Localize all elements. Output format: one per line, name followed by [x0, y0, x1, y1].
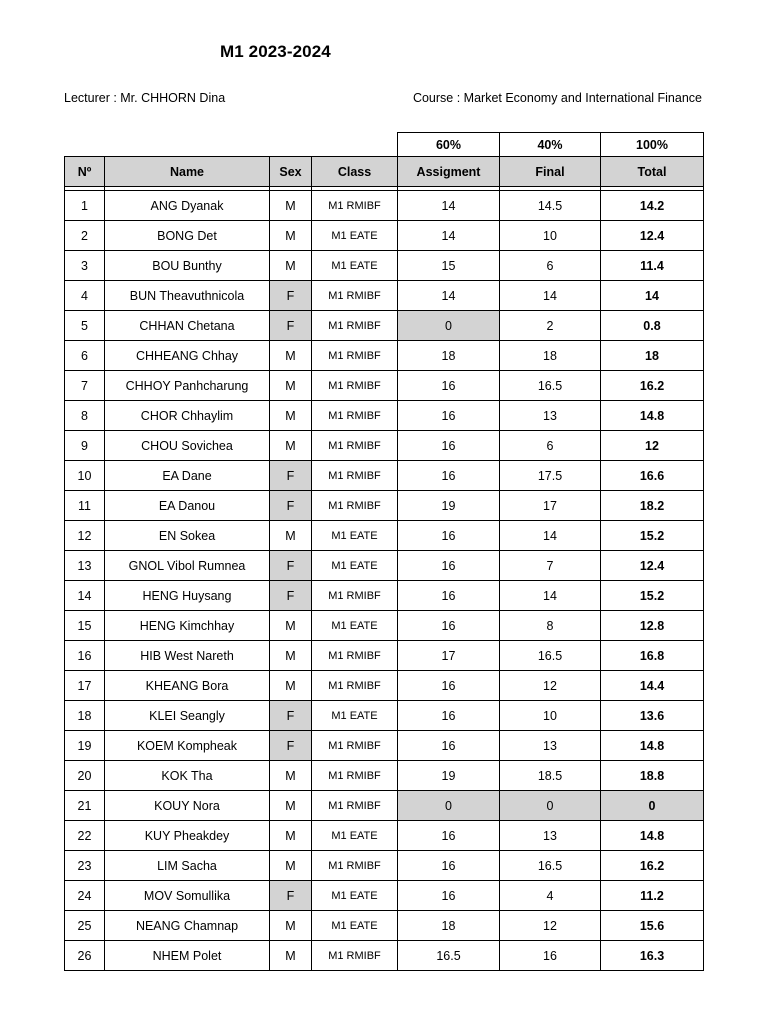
cell-assignment: 17	[398, 641, 500, 671]
cell-final: 16.5	[500, 371, 601, 401]
header-assignment: Assigment	[398, 157, 500, 187]
cell-assignment: 16	[398, 581, 500, 611]
cell-final: 6	[500, 251, 601, 281]
cell-no: 10	[65, 461, 105, 491]
cell-sex: M	[270, 221, 312, 251]
table-row	[65, 611, 704, 641]
cell-assignment: 18	[398, 341, 500, 371]
header-sex: Sex	[270, 157, 312, 187]
cell-sex: M	[270, 671, 312, 701]
cell-total: 18	[601, 341, 704, 371]
table-row	[65, 941, 704, 971]
table-row	[65, 491, 704, 521]
cell-sex: M	[270, 761, 312, 791]
cell-total: 12.4	[601, 221, 704, 251]
cell-sex: F	[270, 281, 312, 311]
cell-class: M1 RMIBF	[312, 431, 398, 461]
cell-total: 14	[601, 281, 704, 311]
cell-assignment: 14	[398, 221, 500, 251]
cell-sex: M	[270, 821, 312, 851]
cell-sex: M	[270, 371, 312, 401]
cell-no: 16	[65, 641, 105, 671]
cell-sex: F	[270, 461, 312, 491]
cell-name: KLEI Seangly	[105, 701, 270, 731]
cell-no: 1	[65, 191, 105, 221]
cell-assignment: 15	[398, 251, 500, 281]
cell-name: BONG Det	[105, 221, 270, 251]
cell-assignment: 19	[398, 491, 500, 521]
cell-sex: M	[270, 521, 312, 551]
cell-no: 5	[65, 311, 105, 341]
cell-sex: M	[270, 911, 312, 941]
cell-name: KOUY Nora	[105, 791, 270, 821]
cell-no: 9	[65, 431, 105, 461]
cell-name: CHHOY Panhcharung	[105, 371, 270, 401]
grades-table	[64, 132, 704, 971]
cell-class: M1 EATE	[312, 521, 398, 551]
cell-assignment: 16	[398, 881, 500, 911]
cell-no: 22	[65, 821, 105, 851]
cell-assignment: 16	[398, 731, 500, 761]
cell-no: 21	[65, 791, 105, 821]
cell-final: 14	[500, 581, 601, 611]
cell-sex: M	[270, 791, 312, 821]
cell-assignment: 16	[398, 521, 500, 551]
cell-class: M1 RMIBF	[312, 341, 398, 371]
table-row	[65, 341, 704, 371]
cell-name: BUN Theavuthnicola	[105, 281, 270, 311]
cell-name: CHOR Chhaylim	[105, 401, 270, 431]
cell-sex: M	[270, 191, 312, 221]
blank-cell	[105, 133, 270, 157]
cell-class: M1 RMIBF	[312, 371, 398, 401]
cell-no: 15	[65, 611, 105, 641]
cell-final: 16	[500, 941, 601, 971]
cell-assignment: 16	[398, 551, 500, 581]
cell-total: 12	[601, 431, 704, 461]
weights-row	[65, 133, 704, 157]
cell-total: 14.2	[601, 191, 704, 221]
cell-name: CHHAN Chetana	[105, 311, 270, 341]
cell-class: M1 RMIBF	[312, 941, 398, 971]
cell-class: M1 EATE	[312, 701, 398, 731]
cell-class: M1 EATE	[312, 881, 398, 911]
cell-assignment: 16	[398, 821, 500, 851]
cell-final: 14	[500, 521, 601, 551]
cell-total: 14.8	[601, 731, 704, 761]
cell-class: M1 RMIBF	[312, 191, 398, 221]
cell-total: 11.4	[601, 251, 704, 281]
table-row	[65, 401, 704, 431]
cell-total: 16.6	[601, 461, 704, 491]
course-label: Course : Market Economy and International Finance	[412, 91, 702, 105]
cell-final: 17.5	[500, 461, 601, 491]
cell-final: 13	[500, 731, 601, 761]
cell-no: 11	[65, 491, 105, 521]
cell-assignment: 0	[398, 311, 500, 341]
cell-class: M1 RMIBF	[312, 281, 398, 311]
cell-no: 6	[65, 341, 105, 371]
cell-assignment: 14	[398, 191, 500, 221]
cell-class: M1 RMIBF	[312, 671, 398, 701]
cell-no: 3	[65, 251, 105, 281]
cell-sex: M	[270, 611, 312, 641]
cell-no: 19	[65, 731, 105, 761]
cell-total: 16.2	[601, 371, 704, 401]
cell-sex: F	[270, 311, 312, 341]
cell-name: ANG Dyanak	[105, 191, 270, 221]
cell-name: NEANG Chamnap	[105, 911, 270, 941]
cell-final: 4	[500, 881, 601, 911]
header-final: Final	[500, 157, 601, 187]
cell-name: KUY Pheakdey	[105, 821, 270, 851]
weight-final: 40%	[500, 133, 601, 157]
cell-final: 13	[500, 401, 601, 431]
cell-assignment: 0	[398, 791, 500, 821]
cell-no: 14	[65, 581, 105, 611]
cell-final: 18.5	[500, 761, 601, 791]
cell-assignment: 19	[398, 761, 500, 791]
cell-total: 12.8	[601, 611, 704, 641]
cell-name: BOU Bunthy	[105, 251, 270, 281]
cell-total: 16.3	[601, 941, 704, 971]
table-row	[65, 881, 704, 911]
cell-sex: F	[270, 491, 312, 521]
cell-total: 14.4	[601, 671, 704, 701]
cell-class: M1 RMIBF	[312, 761, 398, 791]
cell-total: 14.8	[601, 401, 704, 431]
table-row	[65, 281, 704, 311]
cell-final: 8	[500, 611, 601, 641]
cell-name: HENG Kimchhay	[105, 611, 270, 641]
cell-final: 12	[500, 911, 601, 941]
cell-assignment: 16	[398, 371, 500, 401]
cell-class: M1 RMIBF	[312, 461, 398, 491]
cell-class: M1 RMIBF	[312, 791, 398, 821]
cell-class: M1 EATE	[312, 251, 398, 281]
table-row	[65, 251, 704, 281]
cell-final: 2	[500, 311, 601, 341]
cell-final: 6	[500, 431, 601, 461]
cell-class: M1 RMIBF	[312, 491, 398, 521]
weight-assignment: 60%	[398, 133, 500, 157]
cell-class: M1 EATE	[312, 551, 398, 581]
table-row	[65, 521, 704, 551]
cell-assignment: 16	[398, 701, 500, 731]
cell-class: M1 RMIBF	[312, 731, 398, 761]
cell-class: M1 EATE	[312, 821, 398, 851]
lecturer-label: Lecturer : Mr. CHHORN Dina	[64, 91, 226, 105]
cell-name: MOV Somullika	[105, 881, 270, 911]
cell-name: EN Sokea	[105, 521, 270, 551]
cell-final: 0	[500, 791, 601, 821]
header-name: Name	[105, 157, 270, 187]
cell-total: 15.2	[601, 521, 704, 551]
cell-name: KOK Tha	[105, 761, 270, 791]
table-row	[65, 371, 704, 401]
cell-name: LIM Sacha	[105, 851, 270, 881]
cell-no: 2	[65, 221, 105, 251]
cell-final: 16.5	[500, 641, 601, 671]
cell-total: 15.6	[601, 911, 704, 941]
cell-no: 8	[65, 401, 105, 431]
table-row	[65, 581, 704, 611]
cell-no: 7	[65, 371, 105, 401]
cell-class: M1 EATE	[312, 221, 398, 251]
table-row	[65, 911, 704, 941]
cell-assignment: 16	[398, 461, 500, 491]
cell-name: HENG Huysang	[105, 581, 270, 611]
cell-sex: M	[270, 341, 312, 371]
cell-assignment: 16	[398, 851, 500, 881]
cell-no: 17	[65, 671, 105, 701]
table-row	[65, 641, 704, 671]
cell-final: 7	[500, 551, 601, 581]
cell-total: 16.8	[601, 641, 704, 671]
cell-name: HIB West Nareth	[105, 641, 270, 671]
table-row	[65, 821, 704, 851]
cell-sex: M	[270, 251, 312, 281]
cell-assignment: 16.5	[398, 941, 500, 971]
cell-name: EA Dane	[105, 461, 270, 491]
cell-no: 4	[65, 281, 105, 311]
column-header-row	[65, 157, 704, 187]
cell-no: 20	[65, 761, 105, 791]
cell-name: KHEANG Bora	[105, 671, 270, 701]
cell-no: 12	[65, 521, 105, 551]
table-row	[65, 851, 704, 881]
cell-total: 0	[601, 791, 704, 821]
cell-class: M1 RMIBF	[312, 641, 398, 671]
cell-total: 13.6	[601, 701, 704, 731]
student-rows	[65, 191, 704, 971]
cell-total: 16.2	[601, 851, 704, 881]
cell-assignment: 16	[398, 401, 500, 431]
cell-sex: F	[270, 581, 312, 611]
table-row	[65, 311, 704, 341]
table-row	[65, 191, 704, 221]
cell-total: 11.2	[601, 881, 704, 911]
cell-class: M1 RMIBF	[312, 851, 398, 881]
cell-final: 16.5	[500, 851, 601, 881]
header-total: Total	[601, 157, 704, 187]
cell-class: M1 EATE	[312, 611, 398, 641]
table-row	[65, 671, 704, 701]
cell-sex: M	[270, 851, 312, 881]
header-no: Nº	[65, 157, 105, 187]
cell-total: 15.2	[601, 581, 704, 611]
blank-cell	[270, 133, 312, 157]
cell-sex: F	[270, 731, 312, 761]
cell-class: M1 EATE	[312, 911, 398, 941]
cell-no: 13	[65, 551, 105, 581]
cell-sex: M	[270, 941, 312, 971]
cell-class: M1 RMIBF	[312, 311, 398, 341]
cell-sex: F	[270, 881, 312, 911]
cell-no: 26	[65, 941, 105, 971]
table-row	[65, 701, 704, 731]
cell-class: M1 RMIBF	[312, 401, 398, 431]
table-row	[65, 461, 704, 491]
cell-total: 18.2	[601, 491, 704, 521]
cell-name: GNOL Vibol Rumnea	[105, 551, 270, 581]
cell-assignment: 16	[398, 611, 500, 641]
cell-name: KOEM Kompheak	[105, 731, 270, 761]
cell-final: 14	[500, 281, 601, 311]
cell-name: EA Danou	[105, 491, 270, 521]
table-row	[65, 431, 704, 461]
cell-total: 18.8	[601, 761, 704, 791]
cell-no: 23	[65, 851, 105, 881]
cell-sex: M	[270, 401, 312, 431]
table-row	[65, 731, 704, 761]
cell-total: 12.4	[601, 551, 704, 581]
cell-final: 13	[500, 821, 601, 851]
cell-final: 17	[500, 491, 601, 521]
cell-sex: F	[270, 701, 312, 731]
table-row	[65, 761, 704, 791]
table-row	[65, 551, 704, 581]
cell-no: 24	[65, 881, 105, 911]
cell-name: CHHEANG Chhay	[105, 341, 270, 371]
cell-name: CHOU Sovichea	[105, 431, 270, 461]
cell-total: 0.8	[601, 311, 704, 341]
cell-sex: M	[270, 431, 312, 461]
cell-assignment: 14	[398, 281, 500, 311]
weight-total: 100%	[601, 133, 704, 157]
cell-final: 14.5	[500, 191, 601, 221]
cell-no: 18	[65, 701, 105, 731]
page-title: M1 2023-2024	[220, 42, 331, 61]
cell-assignment: 18	[398, 911, 500, 941]
cell-no: 25	[65, 911, 105, 941]
blank-cell	[65, 133, 105, 157]
cell-assignment: 16	[398, 431, 500, 461]
table-row	[65, 221, 704, 251]
cell-final: 18	[500, 341, 601, 371]
cell-sex: M	[270, 641, 312, 671]
blank-cell	[312, 133, 398, 157]
table-row	[65, 791, 704, 821]
cell-class: M1 RMIBF	[312, 581, 398, 611]
cell-assignment: 16	[398, 671, 500, 701]
cell-sex: F	[270, 551, 312, 581]
cell-name: NHEM Polet	[105, 941, 270, 971]
cell-total: 14.8	[601, 821, 704, 851]
header-class: Class	[312, 157, 398, 187]
cell-final: 12	[500, 671, 601, 701]
cell-final: 10	[500, 221, 601, 251]
cell-final: 10	[500, 701, 601, 731]
